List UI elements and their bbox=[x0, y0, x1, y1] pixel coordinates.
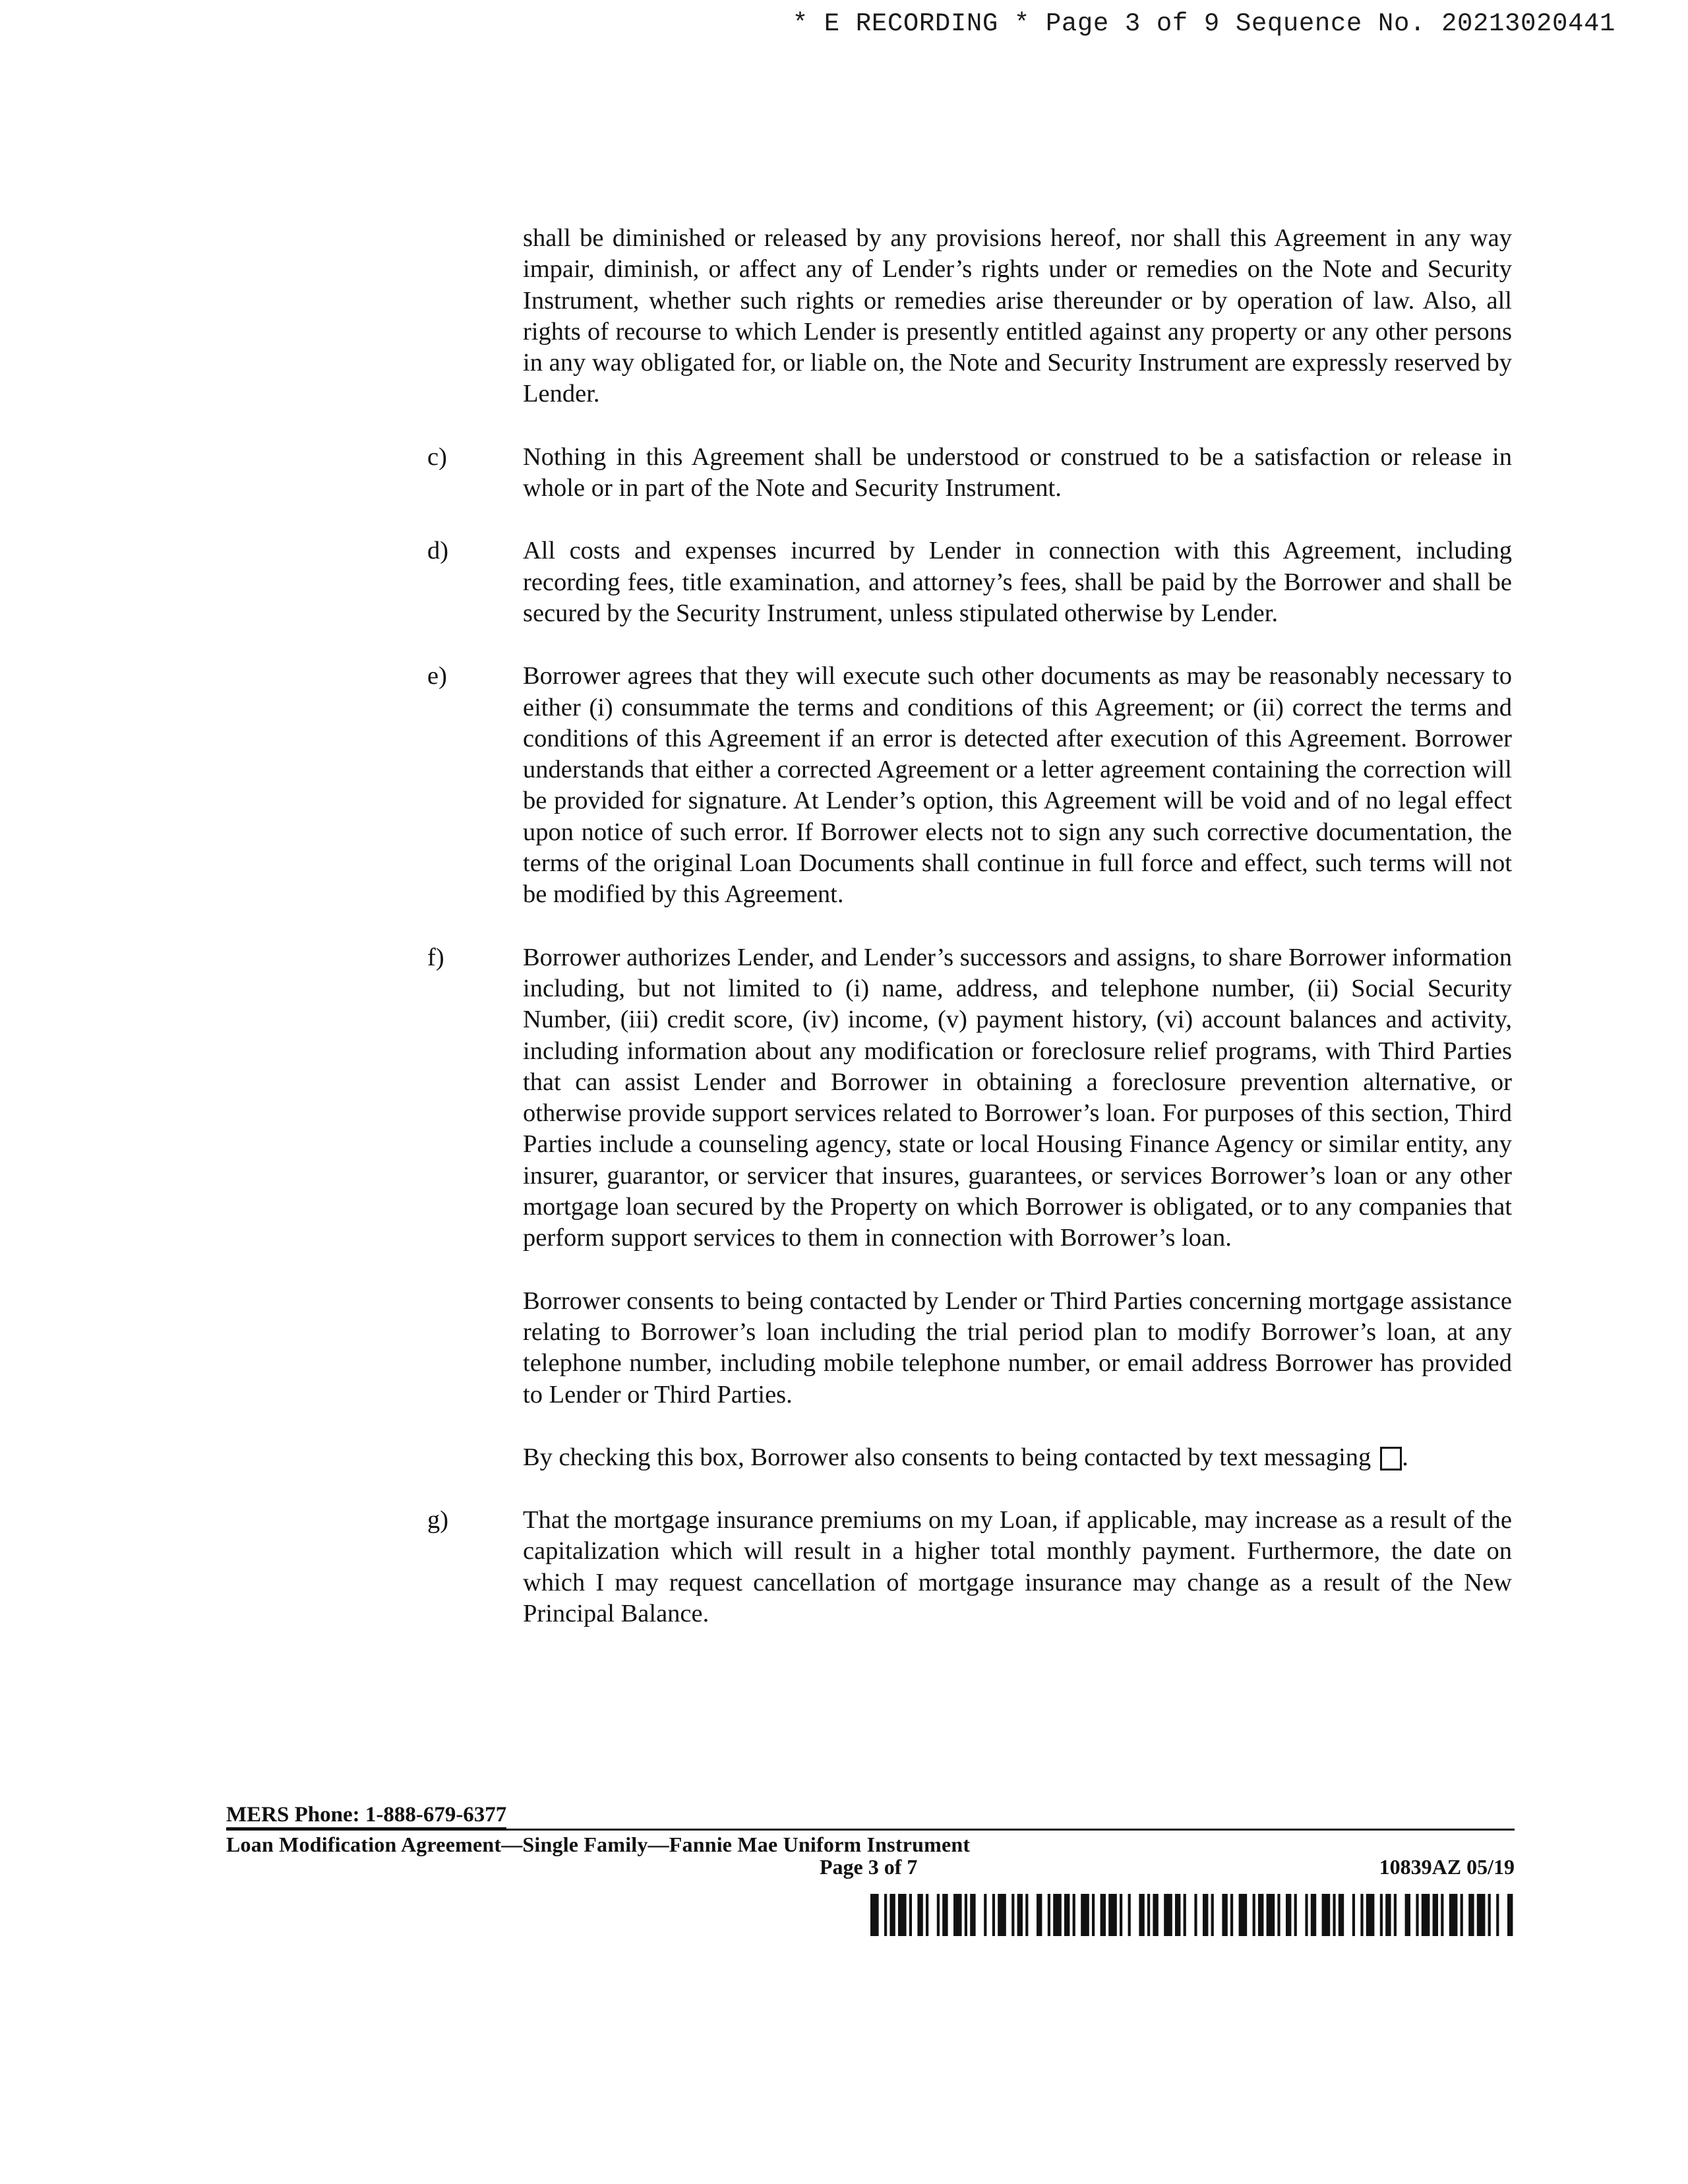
clause-label: e) bbox=[427, 662, 447, 690]
clause-text: Nothing in this Agreement shall be understood or construed to be a satisfaction or release in whole or in part of the Note and Security Instrument. bbox=[523, 442, 1512, 502]
clause-label: d) bbox=[427, 537, 449, 565]
mers-phone: MERS Phone: 1-888-679-6377 bbox=[226, 1802, 506, 1829]
barcode-icon bbox=[870, 1894, 1513, 1936]
text-consent-line bbox=[523, 1442, 1512, 1473]
clause-label: f) bbox=[427, 943, 444, 971]
document-body bbox=[0, 223, 1688, 1629]
clause-text: Borrower agrees that they will execute such other documents as may be reasonably necessary to either (i) consummate the terms and conditions of this Agreement; or (ii) correct the terms and conditions of this Agreement if an error is detected after execution of this Agreement. Borrower understands that either a corrected Agreement or a letter agreement containing the correction will be provided for signature. At Lender’s option, this Agreement will be void and of no legal effect upon notice of such error. If Borrower elects not to sign any such corrective documentation, the terms of the original Loan Documents shall continue in full force and effect, such terms will not be modified by this Agreement. bbox=[523, 662, 1512, 909]
clause-text: Borrower authorizes Lender, and Lender’s successors and assigns, to share Borrower information including, but not limited to (i) name, address, and telephone number, (ii) Social Security Number, (iii) credit score, (iv) income, (v) payment history, (vi) account balances and activity, including information about any modification or foreclosure relief programs, with Third Parties that can assist Lender and Borrower in obtaining a foreclosure prevention alternative, or otherwise provide support services related to Borrower’s loan. For purposes of this section, Third Parties include a counseling agency, state or local Housing Finance Agency or similar entity, any insurer, guarantor, or servicer that insures, guarantees, or services Borrower’s loan or any other mortgage loan secured by the Property on which Borrower is obligated, or to any companies that perform support services to them in connection with Borrower’s loan. bbox=[523, 943, 1512, 1252]
text-messaging-checkbox[interactable] bbox=[1380, 1447, 1402, 1471]
continuation-paragraph: shall be diminished or released by any provisions hereof, nor shall this Agreement in any way impair, diminish, or affect any of Lender’s rights under or remedies on the Note and Security Instrument, whether such rights or remedies arise thereunder or by operation of law. Also, all rights of recourse to which Lender is presently entitled against any property or any other persons in any way obligated for, or liable on, the Note and Security Instrument are expressly reserved by Lender. bbox=[523, 224, 1512, 408]
form-footer bbox=[226, 1802, 1515, 1879]
clause-g bbox=[427, 1505, 1512, 1629]
clause-c bbox=[427, 442, 1512, 504]
text-consent-period: . bbox=[1402, 1443, 1408, 1471]
form-code: 10839AZ 05/19 bbox=[1379, 1855, 1515, 1879]
text-consent-label: By checking this box, Borrower also consents to being contacted by text messaging bbox=[523, 1443, 1372, 1471]
form-title: Loan Modification Agreement—Single Family—Fannie Mae Uniform Instrument bbox=[226, 1833, 971, 1856]
consent-paragraph: Borrower consents to being contacted by Lender or Third Parties concerning mortgage assistance relating to Borrower’s loan including the trial period plan to modify Borrower’s loan, at any telephone number, including mobile telephone number, or email address Borrower has provided to Lender or Third Parties. bbox=[523, 1287, 1512, 1409]
clause-f bbox=[427, 942, 1512, 1254]
clause-label: g) bbox=[427, 1506, 449, 1534]
clause-text: That the mortgage insurance premiums on my Loan, if applicable, may increase as a result of the capitalization which will result in a higher total monthly payment. Furthermore, the date on which I may request cancellation of mortgage insurance may change as a result of the New Principal Balance. bbox=[523, 1506, 1512, 1627]
clause-text: All costs and expenses incurred by Lender in connection with this Agreement, including recording fees, title examination, and attorney’s fees, shall be paid by the Borrower and shall be secured by the Security Instrument, unless stipulated otherwise by Lender. bbox=[523, 537, 1512, 627]
clause-label: c) bbox=[427, 442, 447, 471]
page-number: Page 3 of 7 bbox=[820, 1855, 918, 1879]
footer-divider bbox=[226, 1829, 1515, 1831]
recording-header: * E RECORDING * Page 3 of 9 Sequence No. 20213020441 bbox=[792, 9, 1615, 38]
clause-d bbox=[427, 535, 1512, 629]
clause-e bbox=[427, 661, 1512, 910]
